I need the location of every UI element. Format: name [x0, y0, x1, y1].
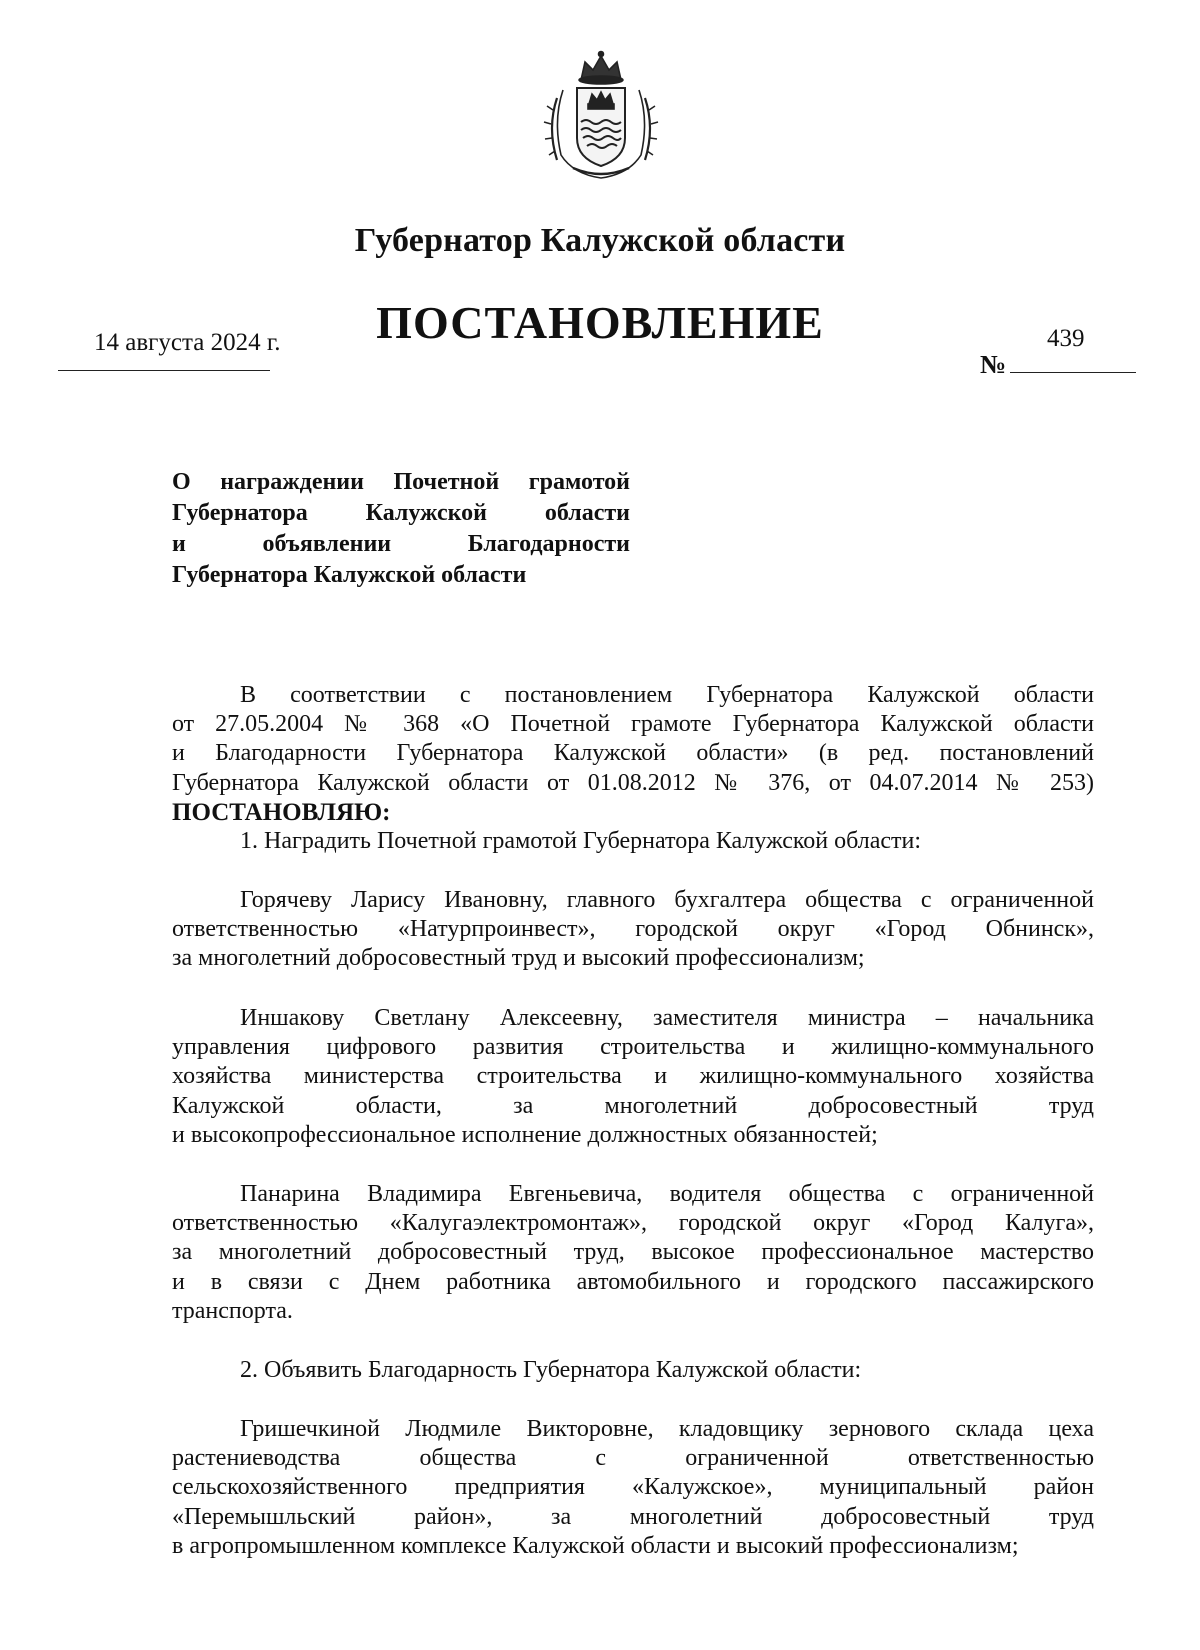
preamble-line: от 27.05.2004 № 368 «О Почетной грамоте Губернатора Калужской области [172, 711, 1094, 738]
item1-heading: 1. Наградить Почетной грамотой Губернатора Калужской области: [240, 828, 922, 855]
item2-block [172, 1356, 1094, 1385]
document-type-title: ПОСТАНОВЛЕНИЕ [376, 297, 824, 348]
item2-heading: 2. Объявить Благодарность Губернатора Калужской области: [240, 1357, 862, 1383]
preamble-paragraph [172, 681, 1094, 856]
award-entry-2 [172, 1004, 1094, 1150]
award-line: за многолетний добросовестный труд и высокий профессионализм; [172, 945, 865, 972]
award-line: за многолетний добросовестный труд, высокое профессиональное мастерство [172, 1239, 1094, 1266]
thanks-line: сельскохозяйственного предприятия «Калужское», муниципальный район [172, 1474, 1094, 1501]
award-entry-3 [172, 1180, 1094, 1326]
subject-line: Губернатора Калужской области [172, 500, 630, 526]
thanks-line: «Перемышльский район», за многолетний добросовестный труд [172, 1503, 1094, 1530]
award-line: управления цифрового развития строительства и жилищно-коммунального [172, 1034, 1094, 1061]
subject-line: и объявлении Благодарности [172, 531, 630, 557]
award-line: и в связи с Днем работника автомобильного и городского пассажирского [172, 1268, 1094, 1295]
subject-line: Губернатора Калужской области [172, 562, 527, 588]
preamble-line: В соответствии с постановлением Губернатора Калужской области [240, 682, 1094, 708]
thanks-line: в агропромышленном комплексе Калужской области и высокий профессионализм; [172, 1532, 1019, 1559]
thanks-line: растениеводства общества с ограниченной ответственностью [172, 1445, 1094, 1472]
award-line: транспорта. [172, 1297, 293, 1324]
award-line: ответственностью «Натурпроинвест», городской округ «Город Обнинск», [172, 916, 1094, 943]
award-line: хозяйства министерства строительства и жилищно-коммунального хозяйства [172, 1063, 1094, 1090]
document-subject [172, 467, 630, 591]
issuing-authority-title: Губернатор Калужской области [354, 222, 846, 259]
coat-of-arms-emblem [533, 50, 669, 182]
award-line: Горячеву Ларису Ивановну, главного бухгалтера общества с ограниченной [240, 887, 1094, 913]
number-underline [1010, 372, 1136, 373]
award-line: Иншакову Светлану Алексеевну, заместителя министра – начальника [240, 1005, 1094, 1031]
document-number: 439 [1047, 325, 1085, 352]
decree-word: ПОСТАНОВЛЯЮ: [172, 798, 391, 826]
award-line: Панарина Владимира Евгеньевича, водителя общества с ограниченной [240, 1181, 1094, 1207]
preamble-line: и Благодарности Губернатора Калужской области» (в ред. постановлений [172, 740, 1094, 767]
thanks-entry-1 [172, 1415, 1094, 1561]
preamble-line: Губернатора Калужской области от 01.08.2012 № 376, от 04.07.2014 № 253) [172, 769, 1094, 796]
thanks-line: Гришечкиной Людмиле Викторовне, кладовщику зернового склада цеха [240, 1416, 1094, 1442]
award-line: ответственностью «Калугаэлектромонтаж», городской округ «Город Калуга», [172, 1210, 1094, 1237]
award-entry-1 [172, 886, 1094, 974]
subject-line: О награждении Почетной грамотой [172, 469, 630, 495]
document-date: 14 августа 2024 г. [94, 329, 281, 356]
award-line: Калужской области, за многолетний добросовестный труд [172, 1092, 1094, 1119]
number-sign: № [980, 350, 1007, 379]
award-line: и высокопрофессиональное исполнение должностных обязанностей; [172, 1121, 878, 1148]
date-underline [58, 370, 270, 371]
